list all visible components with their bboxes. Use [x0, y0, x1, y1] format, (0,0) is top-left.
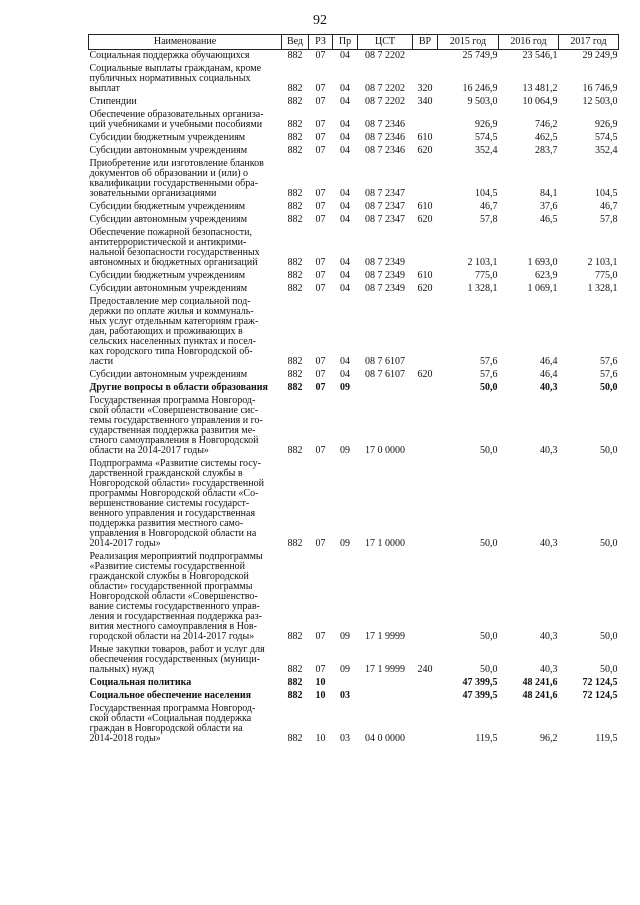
row-ved: 882 [287, 283, 303, 294]
row-rz: 10 [315, 677, 326, 688]
row-rz: 07 [315, 83, 326, 94]
header-ved: Вед [282, 35, 309, 50]
row-value-2017: 50,0 [600, 382, 618, 393]
table-row [89, 690, 619, 703]
row-rz: 07 [315, 50, 326, 61]
row-value-2015: 47 399,5 [462, 677, 498, 688]
row-rz: 07 [315, 283, 326, 294]
row-value-2015: 50,0 [480, 538, 498, 549]
row-name: Социальные выплаты гражданам, кроме публичных нормативных социальных выплат [89, 63, 262, 94]
table-row [89, 677, 619, 690]
row-vr [413, 551, 438, 644]
row-cst: 08 7 6107 [365, 369, 405, 380]
header-pr: Пр [333, 35, 358, 50]
row-value-2017: 57,8 [600, 214, 618, 225]
row-value-2017: 775,0 [595, 270, 618, 281]
row-value-2016: 48 241,6 [522, 677, 558, 688]
row-value-2017: 72 124,5 [582, 677, 618, 688]
row-ved: 882 [287, 677, 303, 688]
header-rz: РЗ [309, 35, 333, 50]
row-pr: 04 [340, 50, 350, 61]
row-vr: 620 [417, 283, 433, 294]
row-value-2015: 50,0 [480, 445, 498, 456]
row-vr [413, 50, 438, 64]
row-pr: 04 [340, 369, 350, 380]
row-pr: 04 [340, 270, 350, 281]
row-value-2015: 46,7 [480, 201, 498, 212]
row-value-2017: 12 503,0 [582, 96, 618, 107]
row-value-2016: 40,3 [540, 382, 558, 393]
row-vr [413, 395, 438, 458]
row-ved: 882 [287, 145, 303, 156]
row-vr [413, 690, 438, 703]
row-ved: 882 [287, 270, 303, 281]
row-ved: 882 [287, 664, 303, 675]
row-value-2016: 1 693,0 [527, 257, 558, 268]
row-value-2016: 46,4 [540, 356, 558, 367]
row-value-2017: 50,0 [600, 445, 618, 456]
table-row [89, 214, 619, 227]
row-rz: 07 [315, 145, 326, 156]
row-vr [413, 458, 438, 551]
row-pr: 09 [340, 538, 350, 549]
header-name: Наименование [89, 35, 282, 50]
row-value-2015: 1 328,1 [467, 283, 498, 294]
row-value-2016: 40,3 [540, 538, 558, 549]
row-rz: 07 [315, 96, 326, 107]
row-cst [358, 690, 413, 703]
row-ved: 882 [287, 201, 303, 212]
table-row [89, 201, 619, 214]
row-cst: 08 7 2202 [365, 83, 405, 94]
row-name: Предоставление мер социальной под- держки по оплате жилья и коммуналь- ных услуг отдельным категориям граж- дан, работающих и проживающих в сельских населенных пунктах и посел- ках городского типа Новгородской об- ласти [89, 296, 259, 367]
row-name: Субсидии автономным учреждениям [89, 214, 248, 225]
row-ved: 882 [287, 119, 303, 130]
row-vr [413, 382, 438, 395]
row-rz: 07 [315, 201, 326, 212]
table-row [89, 270, 619, 283]
row-ved: 882 [287, 83, 303, 94]
row-value-2017: 50,0 [600, 631, 618, 642]
row-name: Социальная политика [89, 677, 192, 688]
row-value-2016: 40,3 [540, 445, 558, 456]
row-value-2017: 50,0 [600, 664, 618, 675]
budget-table [88, 34, 619, 746]
row-cst: 17 1 9999 [365, 664, 405, 675]
row-pr: 09 [340, 445, 350, 456]
row-name: Социальная поддержка обучающихся [89, 50, 250, 61]
row-pr: 04 [340, 201, 350, 212]
row-rz: 10 [315, 733, 326, 744]
row-cst: 08 7 2346 [365, 132, 405, 143]
row-cst: 08 7 2346 [365, 119, 405, 130]
row-name: Государственная программа Новгород- ской области «Совершенствование сис- темы государственного управления и го- сударственная поддержка развития ме- стного самоуправления в Новгородской области на 2014-2017 годы» [89, 395, 263, 456]
row-ved: 882 [287, 538, 303, 549]
row-value-2016: 1 069,1 [527, 283, 558, 294]
row-value-2016: 13 481,2 [522, 83, 558, 94]
table-row [89, 227, 619, 270]
row-vr [413, 296, 438, 369]
row-name: Подпрограмма «Развитие системы госу- дарственной гражданской службы в Новгородской области» государственной программы Новгородской области «Со- вершенствование системы государст- венного управления и государственная поддержка развития местного само- управления в Новгородской области на 2014-2017 годы» [89, 458, 264, 549]
row-cst: 08 7 2349 [365, 270, 405, 281]
row-value-2015: 50,0 [480, 664, 498, 675]
row-value-2016: 10 064,9 [522, 96, 558, 107]
row-ved: 882 [287, 369, 303, 380]
row-value-2017: 50,0 [600, 538, 618, 549]
row-vr: 320 [417, 83, 433, 94]
row-pr: 04 [340, 96, 350, 107]
row-vr [413, 109, 438, 132]
row-value-2017: 352,4 [595, 145, 618, 156]
row-rz: 07 [315, 270, 326, 281]
table-row [89, 132, 619, 145]
row-ved: 882 [287, 188, 303, 199]
row-name: Субсидии автономным учреждениям [89, 145, 248, 156]
row-value-2015: 9 503,0 [467, 96, 498, 107]
row-pr: 04 [340, 356, 350, 367]
row-rz: 07 [315, 119, 326, 130]
row-value-2017: 574,5 [595, 132, 618, 143]
row-value-2015: 104,5 [475, 188, 498, 199]
table-row [89, 458, 619, 551]
row-value-2015: 574,5 [475, 132, 498, 143]
row-vr [413, 677, 438, 690]
row-pr [333, 677, 358, 690]
row-value-2016: 46,4 [540, 369, 558, 380]
table-row [89, 395, 619, 458]
table-row [89, 50, 619, 64]
row-value-2015: 25 749,9 [462, 50, 498, 61]
row-ved: 882 [287, 132, 303, 143]
row-vr [413, 158, 438, 201]
row-vr: 610 [417, 201, 433, 212]
row-name: Стипендии [89, 96, 137, 107]
row-value-2017: 57,6 [600, 356, 618, 367]
row-cst: 08 7 2347 [365, 201, 405, 212]
row-vr: 620 [417, 369, 433, 380]
table-row [89, 96, 619, 109]
table-row [89, 63, 619, 96]
row-ved: 882 [287, 445, 303, 456]
row-ved: 882 [287, 50, 303, 61]
row-pr: 04 [340, 283, 350, 294]
row-cst [358, 677, 413, 690]
table-row [89, 109, 619, 132]
row-vr: 610 [417, 270, 433, 281]
row-name: Субсидии автономным учреждениям [89, 283, 248, 294]
table-row [89, 551, 619, 644]
row-cst: 08 7 2347 [365, 214, 405, 225]
row-pr: 09 [340, 631, 350, 642]
row-value-2016: 37,6 [540, 201, 558, 212]
row-pr: 09 [340, 382, 350, 393]
row-rz: 07 [315, 214, 326, 225]
row-value-2017: 104,5 [595, 188, 618, 199]
header-year-2017: 2017 год [559, 35, 619, 50]
row-name: Социальное обеспечение населения [89, 690, 252, 701]
table-body [89, 50, 619, 747]
row-cst: 08 7 2202 [365, 50, 405, 61]
row-value-2017: 72 124,5 [582, 690, 618, 701]
row-value-2016: 462,5 [535, 132, 558, 143]
row-rz: 07 [315, 188, 326, 199]
row-pr: 04 [340, 257, 350, 268]
row-vr [413, 227, 438, 270]
row-value-2017: 2 103,1 [587, 257, 618, 268]
row-cst: 08 7 2346 [365, 145, 405, 156]
row-ved: 882 [287, 214, 303, 225]
row-value-2015: 926,9 [475, 119, 498, 130]
row-rz: 07 [315, 369, 326, 380]
row-cst [358, 382, 413, 395]
row-value-2016: 96,2 [540, 733, 558, 744]
row-cst: 08 7 2349 [365, 257, 405, 268]
row-name: Субсидии бюджетным учреждениям [89, 270, 246, 281]
row-value-2017: 46,7 [600, 201, 618, 212]
row-ved: 882 [287, 382, 303, 393]
row-value-2015: 57,8 [480, 214, 498, 225]
table-row [89, 283, 619, 296]
header-cst: ЦСТ [358, 35, 413, 50]
row-value-2017: 29 249,9 [582, 50, 618, 61]
row-pr: 04 [340, 214, 350, 225]
row-cst: 08 7 6107 [365, 356, 405, 367]
row-name: Обеспечение образовательных организа- ций учебниками и учебными пособиями [89, 109, 264, 130]
row-pr: 04 [340, 188, 350, 199]
row-vr: 240 [417, 664, 433, 675]
row-rz: 10 [315, 690, 326, 701]
row-name: Субсидии автономным учреждениям [89, 369, 248, 380]
row-value-2016: 623,9 [535, 270, 558, 281]
row-rz: 07 [315, 664, 326, 675]
row-value-2016: 40,3 [540, 631, 558, 642]
row-name: Субсидии бюджетным учреждениям [89, 201, 246, 212]
row-ved: 882 [287, 257, 303, 268]
table-row [89, 145, 619, 158]
row-pr: 04 [340, 145, 350, 156]
row-value-2015: 50,0 [480, 631, 498, 642]
row-rz: 07 [315, 356, 326, 367]
row-value-2015: 57,6 [480, 356, 498, 367]
row-cst: 17 1 9999 [365, 631, 405, 642]
row-rz: 07 [315, 257, 326, 268]
row-cst: 08 7 2349 [365, 283, 405, 294]
header-year-2016: 2016 год [499, 35, 559, 50]
row-cst: 08 7 2347 [365, 188, 405, 199]
row-ved: 882 [287, 356, 303, 367]
row-vr: 610 [417, 132, 433, 143]
row-ved: 882 [287, 96, 303, 107]
row-vr [413, 703, 438, 746]
row-rz: 07 [315, 132, 326, 143]
row-value-2016: 23 546,1 [522, 50, 558, 61]
row-value-2016: 46,5 [540, 214, 558, 225]
table-row [89, 382, 619, 395]
row-ved: 882 [287, 631, 303, 642]
row-pr: 04 [340, 83, 350, 94]
header-year-2015: 2015 год [438, 35, 499, 50]
row-cst: 17 0 0000 [365, 445, 405, 456]
row-value-2015: 352,4 [475, 145, 498, 156]
row-value-2015: 119,5 [475, 733, 498, 744]
row-name: Реализация мероприятий подпрограммы «Развитие системы государственной гражданской службы в Новгородской области» государственной программы Новгородской области «Совершенство- вание системы государственного управ- ления и государственная поддержка раз- вития местного самоуправления в Нов- городской области на 2014-2017 годы» [89, 551, 263, 642]
row-vr: 620 [417, 214, 433, 225]
row-value-2015: 50,0 [480, 382, 498, 393]
row-cst: 04 0 0000 [365, 733, 405, 744]
page-number: 92 [313, 13, 327, 28]
table-row [89, 369, 619, 382]
row-value-2017: 926,9 [595, 119, 618, 130]
row-value-2017: 57,6 [600, 369, 618, 380]
row-rz: 07 [315, 445, 326, 456]
row-ved: 882 [287, 690, 303, 701]
row-name: Субсидии бюджетным учреждениям [89, 132, 246, 143]
row-value-2016: 48 241,6 [522, 690, 558, 701]
row-name: Обеспечение пожарной безопасности, антитеррористической и антикрими- нальной безопасности государственных автономных и бюджетных организаций [89, 227, 260, 268]
row-value-2017: 119,5 [595, 733, 618, 744]
row-rz: 07 [315, 382, 326, 393]
row-value-2015: 57,6 [480, 369, 498, 380]
row-value-2015: 2 103,1 [467, 257, 498, 268]
row-value-2016: 746,2 [535, 119, 558, 130]
row-ved: 882 [287, 733, 303, 744]
header-vr: ВР [413, 35, 438, 50]
table-header [89, 35, 619, 50]
row-value-2015: 775,0 [475, 270, 498, 281]
row-value-2016: 283,7 [535, 145, 558, 156]
table-row [89, 703, 619, 746]
row-pr: 04 [340, 119, 350, 130]
row-vr: 620 [417, 145, 433, 156]
row-vr: 340 [417, 96, 433, 107]
row-pr: 03 [340, 733, 350, 744]
row-value-2017: 16 746,9 [582, 83, 618, 94]
row-value-2016: 40,3 [540, 664, 558, 675]
row-rz: 07 [315, 631, 326, 642]
row-name: Иные закупки товаров, работ и услуг для обеспечения государственных (муници- пальных) нужд [89, 644, 265, 675]
row-cst: 08 7 2202 [365, 96, 405, 107]
row-value-2016: 84,1 [540, 188, 558, 199]
row-pr: 09 [340, 664, 350, 675]
row-pr: 03 [340, 690, 350, 701]
row-name: Приобретение или изготовление бланков документов об образовании и (или) о квалификации государственными обра- зовательными организациями [89, 158, 264, 199]
table-row [89, 158, 619, 201]
row-rz: 07 [315, 538, 326, 549]
row-value-2015: 47 399,5 [462, 690, 498, 701]
table-row [89, 296, 619, 369]
row-name: Государственная программа Новгород- ской области «Социальная поддержка граждан в Новгородской области на 2014-2018 годы» [89, 703, 256, 744]
row-cst: 17 1 0000 [365, 538, 405, 549]
row-value-2015: 16 246,9 [462, 83, 498, 94]
table-row [89, 644, 619, 677]
row-pr: 04 [340, 132, 350, 143]
row-name: Другие вопросы в области образования [89, 382, 268, 393]
row-value-2017: 1 328,1 [587, 283, 618, 294]
